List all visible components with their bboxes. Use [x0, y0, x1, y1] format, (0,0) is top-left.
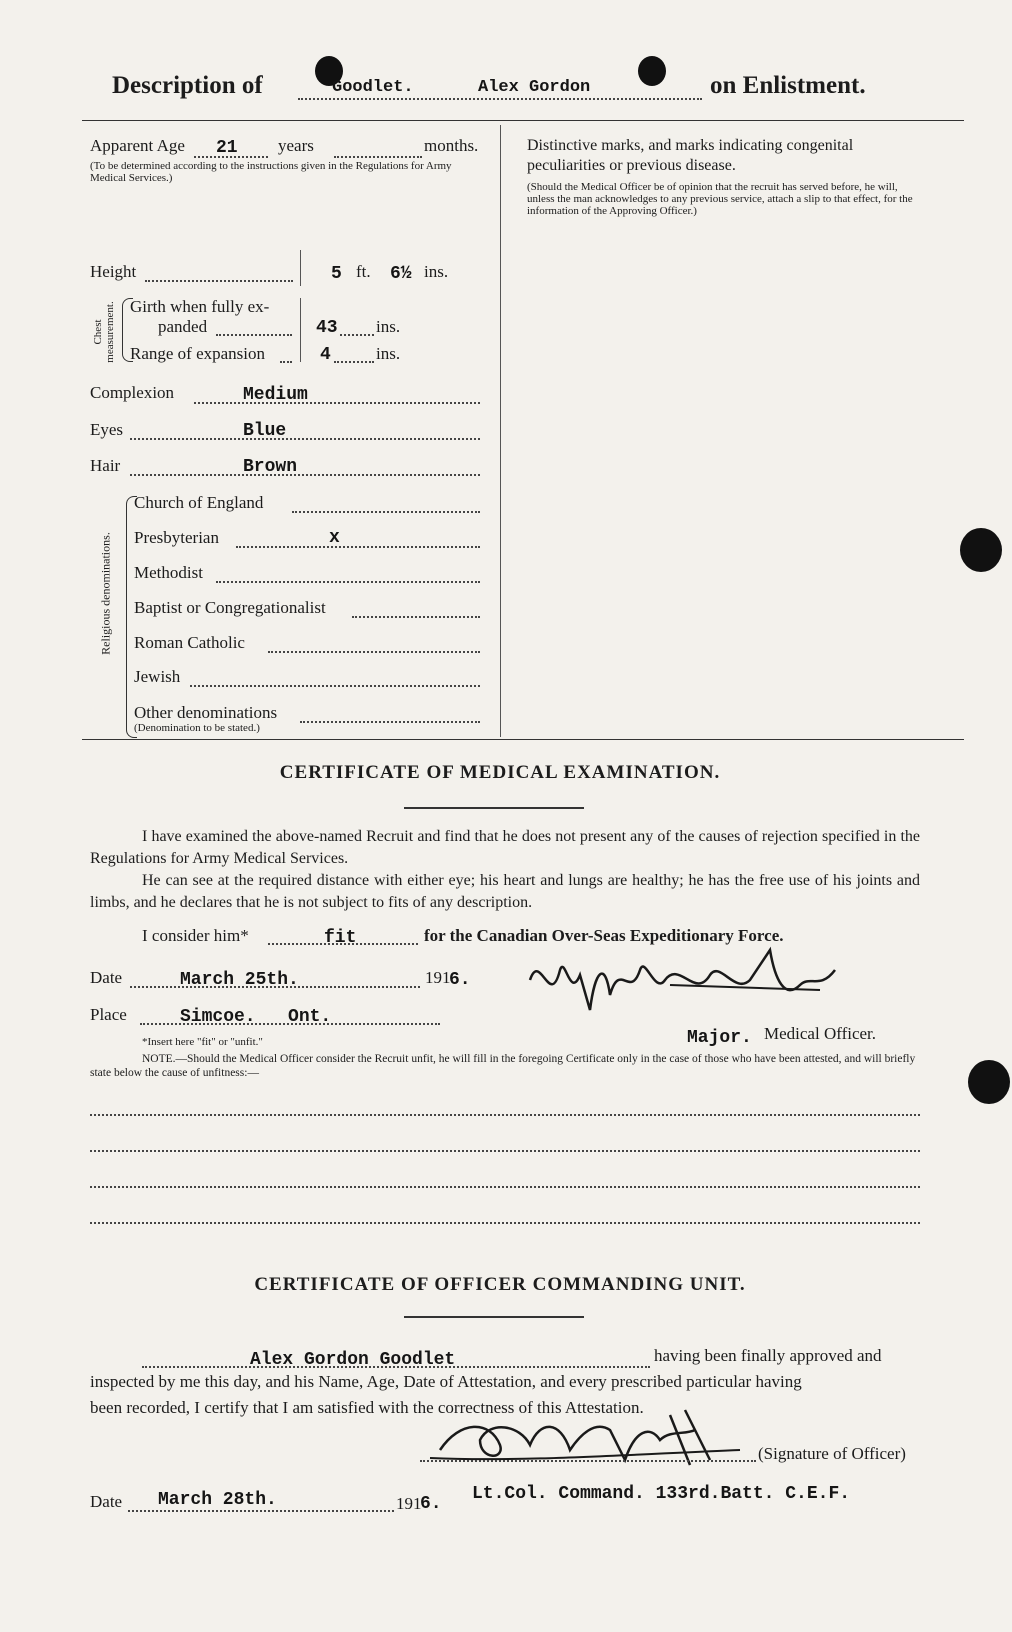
girth-label-line2: panded [158, 317, 208, 336]
medical-date-label: Date [90, 968, 123, 987]
header-rule [82, 120, 964, 121]
religion-other: Other denominations [134, 703, 278, 722]
signature-of-officer-label: (Signature of Officer) [758, 1444, 906, 1463]
medical-para-1: I have examined the above-named Recruit and find that he does not present any of the causes of rejection specified in the Regulations for Army Medical Services. [90, 828, 920, 867]
height-inches-value: 6½ [390, 264, 412, 284]
medical-date-value: March 25th. [180, 970, 299, 990]
header-surname: Goodlet. [332, 78, 414, 97]
recruit-full-name: Alex Gordon Goodlet [250, 1350, 456, 1370]
age-note: (To be determined according to the instructions given in the Regulations for Army Medical Services.) [90, 160, 452, 184]
medical-certificate-title: CERTIFICATE OF MEDICAL EXAMINATION. [279, 762, 721, 783]
punch-hole [960, 528, 1002, 572]
medical-para-2: He can see at the required distance with either eye; his heart and lungs are healthy; he has the free use of his joints and limbs, and he declares that he is not subject to fits of any description. [90, 872, 920, 911]
insert-note: *Insert here "fit" or "unfit." [142, 1036, 263, 1048]
header-suffix: on Enlistment. [710, 72, 866, 99]
medical-place-label: Place [90, 1005, 127, 1024]
section-rule [82, 739, 964, 740]
religion-church-of-england: Church of England [134, 493, 264, 512]
unfitness-line [90, 1150, 920, 1152]
age-value: 21 [216, 138, 238, 158]
eyes-label: Eyes [90, 420, 124, 439]
header-prefix: Description of [112, 72, 263, 99]
religion-presbyterian: Presbyterian [134, 528, 219, 547]
eyes-value: Blue [243, 421, 287, 441]
distinctive-marks-note: (Should the Medical Officer be of opinion that the recruit has served before, he will, unless the man acknowledges to any previous service, attach a slip to that effect, for the information of the Approving Officer.) [527, 181, 913, 217]
religion-roman-catholic: Roman Catholic [134, 633, 245, 652]
height-label: Height [90, 262, 137, 281]
hair-value: Brown [243, 457, 298, 477]
months-label: months. [424, 136, 479, 155]
medical-year-prefix: 191 [425, 968, 451, 987]
medical-officer-label: Medical Officer. [764, 1024, 877, 1043]
years-label: years [278, 136, 314, 155]
age-label: Apparent Age [90, 136, 185, 155]
height-feet-value: 5 [331, 264, 342, 284]
girth-label-line1: Girth when fully ex- [130, 297, 270, 316]
commanding-line3: been recorded, I certify that I am satisfied with the correctness of this Attestation. [90, 1398, 644, 1417]
range-inches-label: ins. [376, 344, 401, 363]
religion-note: (Denomination to be stated.) [134, 722, 260, 734]
commanding-officer-title: Lt.Col. Command. 133rd.Batt. C.E.F. [472, 1484, 851, 1504]
commanding-year-suffix: 6. [420, 1494, 442, 1514]
range-value: 4 [320, 345, 331, 365]
consider-label: I consider him* [142, 926, 249, 945]
commanding-date-label: Date [90, 1492, 123, 1511]
punch-hole [968, 1060, 1010, 1104]
complexion-value: Medium [243, 385, 308, 405]
complexion-label: Complexion [90, 383, 175, 402]
commanding-certificate-title: CERTIFICATE OF OFFICER COMMANDING UNIT. [254, 1274, 746, 1295]
consider-suffix: for the Canadian Over-Seas Expeditionary Force. [424, 926, 784, 945]
header-dotted-line [298, 98, 702, 100]
medical-officer-rank: Major. [687, 1028, 752, 1048]
chest-measurement-label: Chest measurement. [92, 301, 116, 363]
punch-hole [638, 56, 666, 86]
header-given-names: Alex Gordon [478, 78, 591, 97]
girth-value: 43 [316, 318, 338, 338]
religion-presbyterian-mark: x [329, 528, 340, 548]
fitness-value: fit [324, 928, 357, 948]
unfitness-line [90, 1222, 920, 1224]
medical-officer-signature [520, 940, 840, 1020]
commanding-line2: inspected by me this day, and his Name, Age, Date of Attestation, and every prescribed particular having [90, 1372, 802, 1391]
medical-year-suffix: 6. [449, 970, 471, 990]
commanding-year-prefix: 191 [396, 1494, 422, 1513]
medical-note: NOTE.—Should the Medical Officer consider the Recruit unfit, he will fill in the foregoing Certificate only in the case of those who have been attested, and will briefly state below the cause of unfitness:— [90, 1053, 916, 1079]
feet-label: ft. [356, 262, 371, 281]
hair-label: Hair [90, 456, 121, 475]
range-label: Range of expansion [130, 344, 266, 363]
unfitness-line [90, 1186, 920, 1188]
religion-methodist: Methodist [134, 563, 203, 582]
religion-side-label: Religious denominations. [98, 532, 113, 655]
commanding-date-value: March 28th. [158, 1490, 277, 1510]
religion-jewish: Jewish [134, 667, 181, 686]
religion-baptist: Baptist or Congregationalist [134, 598, 326, 617]
commanding-line1: having been finally approved and [654, 1346, 882, 1365]
girth-inches-label: ins. [376, 317, 401, 336]
column-divider [500, 125, 501, 737]
distinctive-marks-heading: Distinctive marks, and marks indicating congenital peculiarities or previous disease. [527, 137, 854, 174]
unfitness-line [90, 1114, 920, 1116]
medical-place-value: Simcoe. Ont. [180, 1007, 332, 1027]
inches-label: ins. [424, 262, 449, 281]
